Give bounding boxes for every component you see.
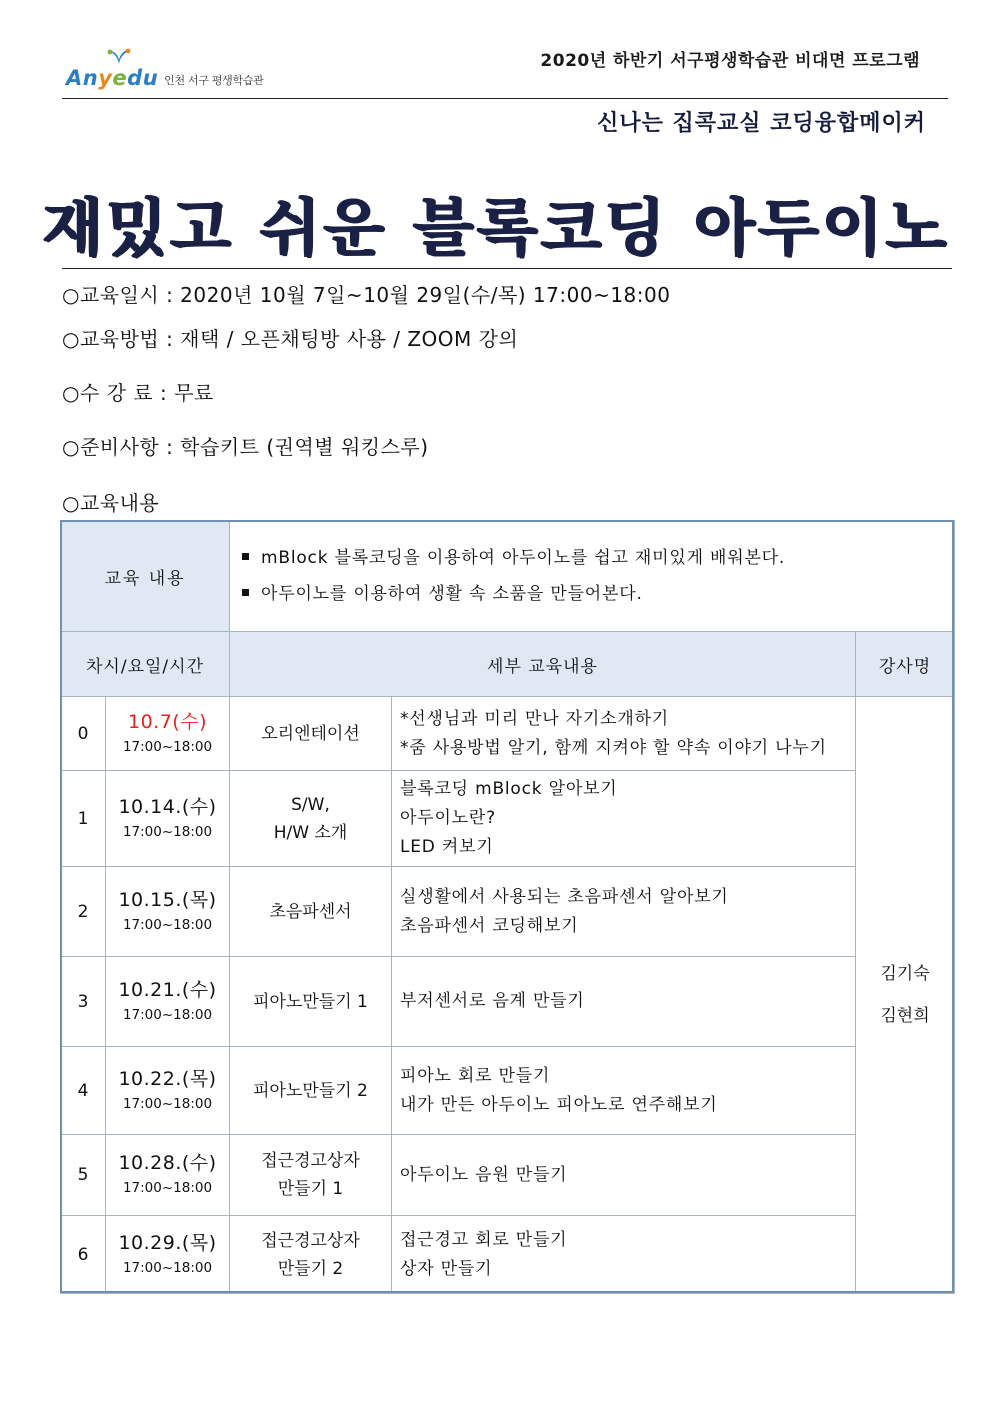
session-number: 0: [61, 697, 106, 771]
info-schedule: ○교육일시 : 2020년 10월 7일~10월 29일(수/목) 17:00~18:00: [62, 283, 671, 307]
table-row: [61, 771, 955, 867]
session-date: 10.7(수) 17:00~18:00: [106, 697, 230, 771]
intro-label: 교육 내용: [61, 521, 230, 632]
table-row: [61, 1135, 955, 1216]
info-preparation: ○준비사항 : 학습키트 (권역별 워킹스루): [62, 435, 429, 459]
session-date: 10.29.(목) 17:00~18:00: [106, 1216, 230, 1294]
session-number: 1: [61, 771, 106, 867]
title-divider: [62, 268, 952, 269]
intro-bullets: [230, 521, 955, 632]
square-bullet-icon: [242, 589, 249, 596]
session-number: 5: [61, 1135, 106, 1216]
session-details: 피아노 회로 만들기 내가 만든 아두이노 피아노로 연주해보기: [392, 1047, 856, 1135]
session-topic: 오리엔테이션: [230, 697, 392, 771]
session-topic: 접근경고상자 만들기 1: [230, 1135, 392, 1216]
logo-subtitle: 인천 서구 평생학습관: [164, 74, 264, 87]
info-method: ○교육방법 : 재택 / 오픈채팅방 사용 / ZOOM 강의: [62, 327, 519, 351]
session-number: 6: [61, 1216, 106, 1294]
session-details: 부저센서로 음계 만들기: [392, 957, 856, 1047]
info-content-heading: ○교육내용: [62, 491, 160, 515]
session-topic: 피아노만들기 2: [230, 1047, 392, 1135]
intro-bullet: 아두이노를 이용하여 생활 속 소품을 만들어본다.: [242, 576, 954, 612]
session-date: 10.28.(수) 17:00~18:00: [106, 1135, 230, 1216]
instructor-names: [856, 697, 955, 1294]
table-row: [61, 957, 955, 1047]
sprout-icon: [106, 48, 132, 64]
session-number: 3: [61, 957, 106, 1047]
session-details: *선생님과 미리 만나 자기소개하기 *줌 사용방법 알기, 함께 지켜야 할 약속 이야기 나누기: [392, 697, 856, 771]
logo-wordmark: Anyedu: [66, 66, 159, 90]
session-date: 10.22.(목) 17:00~18:00: [106, 1047, 230, 1135]
session-details: 접근경고 회로 만들기 상자 만들기: [392, 1216, 856, 1294]
header-row: [61, 632, 955, 697]
session-details: 아두이노 음원 만들기: [392, 1135, 856, 1216]
series-name: 신나는 집콕교실 코딩융합메이커: [597, 111, 926, 136]
session-topic: 접근경고상자 만들기 2: [230, 1216, 392, 1294]
info-fee: ○수 강 료 : 무료: [62, 381, 214, 405]
page-title: 재밌고 쉬운 블록코딩 아두이노: [42, 191, 950, 264]
header-details: 세부 교육내용: [230, 632, 856, 697]
table-row: [61, 1047, 955, 1135]
table-row: [61, 1216, 955, 1294]
header-session: 차시/요일/시간: [61, 632, 230, 697]
session-topic: 피아노만들기 1: [230, 957, 392, 1047]
program-name: 2020년 하반기 서구평생학습관 비대면 프로그램: [540, 51, 920, 71]
session-date: 10.21.(수) 17:00~18:00: [106, 957, 230, 1047]
table-row: [61, 697, 955, 771]
square-bullet-icon: [242, 553, 249, 560]
instructor-name: 김현희: [880, 1006, 930, 1026]
session-details: 블록코딩 mBlock 알아보기 아두이노란? LED 켜보기: [392, 771, 856, 867]
header-divider: [62, 98, 948, 99]
intro-row: [61, 521, 955, 632]
instructor-name: 김기숙: [880, 964, 930, 984]
session-topic: 초음파센서: [230, 867, 392, 957]
schedule-table: [60, 520, 955, 1294]
session-number: 2: [61, 867, 106, 957]
session-number: 4: [61, 1047, 106, 1135]
session-topic: S/W, H/W 소개: [230, 771, 392, 867]
header-instructor: 강사명: [856, 632, 955, 697]
session-date: 10.15.(목) 17:00~18:00: [106, 867, 230, 957]
session-date: 10.14.(수) 17:00~18:00: [106, 771, 230, 867]
anyedu-logo: [66, 52, 263, 92]
table-row: [61, 867, 955, 957]
intro-bullet: mBlock 블록코딩을 이용하여 아두이노를 쉽고 재미있게 배워본다.: [242, 540, 954, 576]
session-details: 실생활에서 사용되는 초음파센서 알아보기 초음파센서 코딩해보기: [392, 867, 856, 957]
